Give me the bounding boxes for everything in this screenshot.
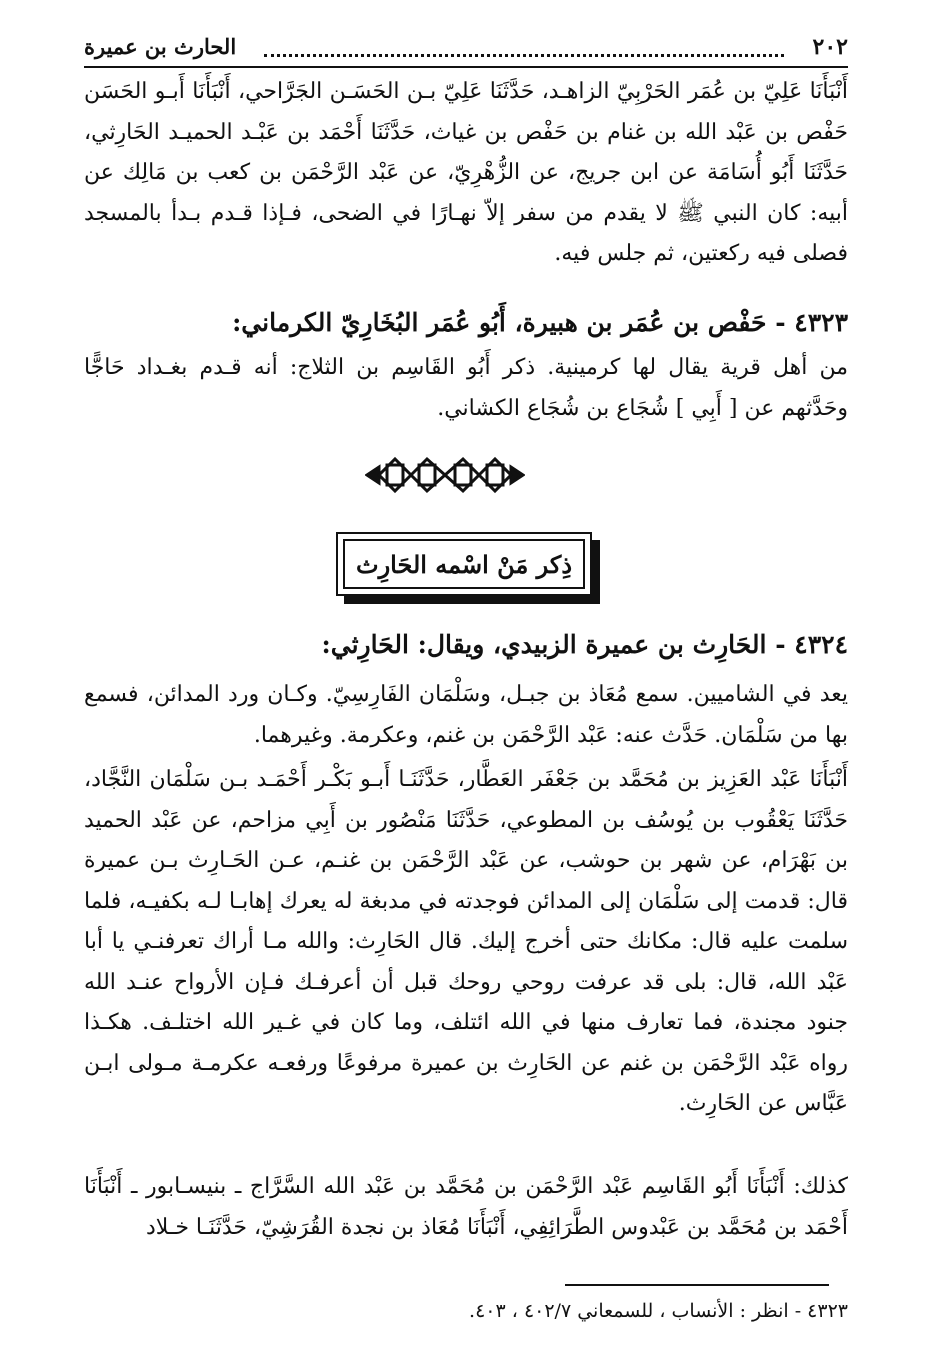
section-title-box (336, 532, 592, 596)
entry-4324-text-2: أَنْبَأَنَا عَبْد العَزِيز بن مُحَمَّد بن جَعْفَر العَطَّار، حَدَّثَنَـا أَبـو بَكْـر أَحْمَـد بـن سَلْمَان النَّجَّاد، حَدَّثَنَا يَعْقُوب بن يُوسُف بن المطوعي، حَدَّثَنَا مَنْصُور بن أَبِي مزاحم، عن عَبْد الحميد بن بَهْرَام، عن شهر بن حوشب، عن عَبْد الرَّحْمَن بن غنـم، عـن الحَـارِث بـن عميرة قال: قدمت إلى سَلْمَان إلى المدائن فوجدته في مدبغة له يعرك إهابـا لـه بكفيـه، فلما سلمت عليه قال: مكانك حتى أخرج إليك. قال الحَارِث: والله مـا أراك تعرفنـي يا أبا عَبْد الله، قال: بلى قد عرفت روحي روحك قبل أن أعرفـك فـإن الأرواح عنـد الله جنود مجندة، فما تعارف منها في الله ائتلف، وما كان في غـير الله اختلـف. هكـذا رواه عَبْد الرَّحْمَن بن غنم عن الحَارِث بن عميرة مرفوعًا ورفعـه عكرمـة مـولى ابـن عَبَّاس عن الحَارِث. (84, 767, 848, 1116)
footnote-rule (565, 1284, 829, 1286)
page-number: ٢٠٢ (812, 34, 848, 60)
entry-4323-heading: ٤٣٢٣ - حَفْص بن عُمَر بن هبيرة، أَبُو عُمَر البُخَارِيّ الكرماني: (232, 308, 848, 337)
section-title: ذِكر مَنْ اسْمه الحَارِث (343, 539, 585, 589)
section-divider-ornament (365, 445, 525, 505)
paragraph-hadith-isnad: أَنْبَأَنَا عَلِيّ بن عُمَر الحَرْبِيّ الزاهـد، حَدَّثَنَا عَلِيّ بـن الحَسَـن الجَرَّاحي، أَنْبَأَنَا أَبـو الحَسَن حَفْص بن عَبْد الله بن غنام بن حَفْص بن غياث، حَدَّثَنَا أَحْمَد بن عَبْـد الحميـد الحَارِثي، حَدَّثَنَا أَبُو أُسَامَة عن ابن جريج، عن الزُّهْرِيّ، عن عَبْد الرَّحْمَن بن كعب بن مَالِك عن أبيه: كان النبي ﷺ لا يقدم من سفر إلاّ نهـارًا في الضحى، فـإذا قـدم بـدأ بالمسجد فصلى فيه ركعتين، ثم جلس فيه. (84, 79, 848, 266)
footnote: ٤٣٢٣ - انظر : الأنساب ، للسمعاني ٤٠٢/٧ ، ٤٠٣. (469, 1300, 848, 1322)
entry-4324-text-3: كذلك: أَنْبَأَنَا أَبُو القَاسِم عَبْد الرَّحْمَن بن مُحَمَّد بن عَبْد الله السَّرَّاج ـ بنيسـابور ـ أَنْبَأَنَا أَحْمَد بن مُحَمَّد بن عَبْدوس الطَّرَائِفِي، أَنْبَأَنَا مُعَاذ بن نجدة القُرَشِيّ، حَدَّثَنَـا خـلاد (84, 1174, 848, 1240)
page-header (84, 30, 848, 68)
leader-dots (264, 40, 784, 57)
entry-4323-text: من أهل قرية يقال لها كرمينية. ذكر أَبُو القَاسِم بن الثلاج: أنه قـدم بغـداد حَاجًّا وحَدَّثهم عن [ أَبِي ] شُجَاع بن شُجَاع الكشاني. (84, 355, 848, 421)
entry-4324-heading: ٤٣٢٤ - الحَارِث بن عميرة الزبيدي، ويقال: الحَارِثي: (321, 630, 848, 659)
entry-4324-text-1: يعد في الشاميين. سمع مُعَاذ بن جبـل، وسَلْمَان الفَارِسِيّ. وكـان ورد المدائن، فسمع بها من سَلْمَان. حَدَّث عنه: عَبْد الرَّحْمَن بن غنم، وعكرمة. وغيرهما. (84, 682, 848, 748)
running-title: الحارث بن عميرة (84, 34, 237, 59)
